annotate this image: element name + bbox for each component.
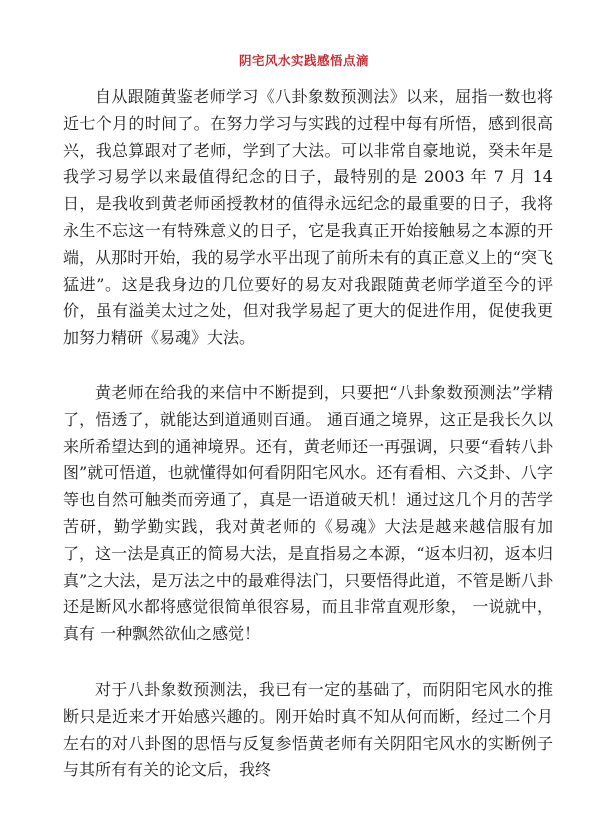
document-title: 阴宅风水实践感悟点滴 bbox=[238, 53, 369, 68]
paragraph-1: 自从跟随黄鉴老师学习《八卦象数预测法》以来，屈指一数也将近七个月的时间了。在努力学习与实践的过程中每有所悟，感到很高兴，我总算跟对了老师，学到了大法。可以非常自豪地说，癸未年是我学习易学以来最值得纪念的日子，最特别的是 2003 年 7 月 14 日，是我收到黄老师函授教材的值得永远纪念的最重要的日子，我将永生不忘这一有特殊意义的日子，它是我真正开始接触易之本源的开端，从那时开始，我的易学水平出现了前所未有的真正意义上的“突飞猛进”。这是我身边的几位要好的易友对我跟随黄老师学道至今的评价，虽有溢美太过之处，但对我学易起了更大的促进作用，促使我更加努力精研《易魂》大法。 bbox=[63, 87, 553, 348]
paragraph-2: 黄老师在给我的来信中不断提到，只要把“八卦象数预测法”学精了，悟透了，就能达到道通则百通。 通百通之境界，这正是我长久以来所希望达到的通神境界。还有，黄老师还一再强调，只要“看转八卦图”就可悟道，也就懂得如何看阴阳宅风水。还有看相、六爻卦、八字等也自然可触类而旁通了，真是一语道破天机！通过这几个月的苦学苦研，勤学勤实践，我对黄老师的《易魂》大法是越来越信服有加了，这一法是真正的简易大法，是直指易之本源，“返本归初，返本归真”之大法，是万法之中的最难得法门，只要悟得此道，不管是断八卦还是断风水都将感觉很简单很容易，而且非常直观形象， 一说就中，真有 一种飘然欲仙之感觉！ bbox=[63, 383, 553, 644]
paragraph-3: 对于八卦象数预测法，我已有一定的基础了，而阴阳宅风水的推断只是近来才开始感兴趣的。刚开始时真不知从何而断，经过二个月左右的对八卦图的思悟与反复参悟黄老师有关阴阳宅风水的实断例子与其所有有关的论文后，我终 bbox=[63, 680, 553, 780]
